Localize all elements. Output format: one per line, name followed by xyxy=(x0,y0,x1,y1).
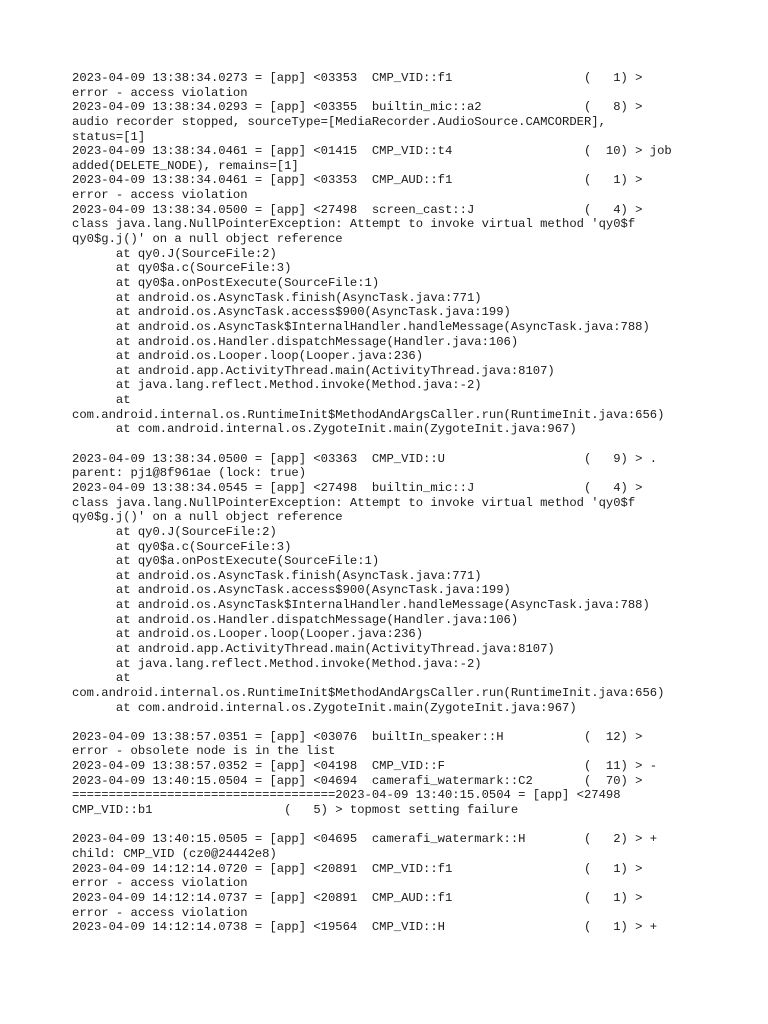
log-line: parent: pj1@8f961ae (lock: true) xyxy=(72,466,307,481)
log-line: error - obsolete node is in the list xyxy=(72,744,336,759)
log-line xyxy=(72,715,762,730)
log-line: 2023-04-09 13:38:34.0500 = [app] <27498 screen_cast::J ( 4) > xyxy=(72,202,643,217)
log-line: 2023-04-09 13:38:34.0293 = [app] <03355 builtin_mic::a2 ( 8) > xyxy=(72,100,643,115)
log-text-block xyxy=(72,71,762,935)
log-line: 2023-04-09 13:40:15.0505 = [app] <04695 camerafi_watermark::H ( 2) > + xyxy=(72,832,658,847)
log-line: ====================================2023-04-09 13:40:15.0504 = [app] <27498 xyxy=(72,788,621,803)
log-line xyxy=(72,818,762,833)
log-line: child: CMP_VID (cz0@24442e8) xyxy=(72,846,277,861)
log-line: at android.app.ActivityThread.main(ActivityThread.java:8107) xyxy=(72,641,555,656)
log-line: at android.app.ActivityThread.main(ActivityThread.java:8107) xyxy=(72,363,555,378)
log-line: 2023-04-09 13:38:34.0500 = [app] <03363 CMP_VID::U ( 9) > . xyxy=(72,451,658,466)
log-line: at qy0$a.c(SourceFile:3) xyxy=(72,261,292,276)
log-line: at android.os.AsyncTask$InternalHandler.handleMessage(AsyncTask.java:788) xyxy=(72,319,650,334)
log-line: at android.os.AsyncTask.finish(AsyncTask.java:771) xyxy=(72,290,482,305)
log-line: at qy0$a.onPostExecute(SourceFile:1) xyxy=(72,554,380,569)
log-line: 2023-04-09 13:40:15.0504 = [app] <04694 camerafi_watermark::C2 ( 70) > xyxy=(72,773,643,788)
log-line: status=[1] xyxy=(72,129,146,144)
log-line: 2023-04-09 14:12:14.0720 = [app] <20891 CMP_VID::f1 ( 1) > xyxy=(72,861,643,876)
log-line: at com.android.internal.os.ZygoteInit.main(ZygoteInit.java:967) xyxy=(72,422,577,437)
log-line: error - access violation xyxy=(72,876,248,891)
log-line xyxy=(72,437,762,452)
log-line: 2023-04-09 14:12:14.0738 = [app] <19564 CMP_VID::H ( 1) > + xyxy=(72,920,658,935)
log-line: at android.os.AsyncTask.finish(AsyncTask.java:771) xyxy=(72,568,482,583)
log-line: class java.lang.NullPointerException: Attempt to invoke virtual method 'qy0$f xyxy=(72,495,636,510)
log-line: at android.os.AsyncTask.access$900(AsyncTask.java:199) xyxy=(72,583,511,598)
log-line: at android.os.Handler.dispatchMessage(Handler.java:106) xyxy=(72,334,519,349)
log-line: 2023-04-09 13:38:57.0351 = [app] <03076 builtIn_speaker::H ( 12) > xyxy=(72,729,643,744)
log-line: error - access violation xyxy=(72,188,248,203)
log-line: at android.os.Handler.dispatchMessage(Handler.java:106) xyxy=(72,612,519,627)
log-line: 2023-04-09 13:38:34.0461 = [app] <03353 CMP_AUD::f1 ( 1) > xyxy=(72,173,643,188)
log-line: com.android.internal.os.RuntimeInit$MethodAndArgsCaller.run(RuntimeInit.java:656) xyxy=(72,685,665,700)
log-line: audio recorder stopped, sourceType=[MediaRecorder.AudioSource.CAMCORDER], xyxy=(72,114,606,129)
log-line: qy0$g.j()' on a null object reference xyxy=(72,232,343,247)
log-line: at java.lang.reflect.Method.invoke(Method.java:-2) xyxy=(72,656,482,671)
log-line: 2023-04-09 13:38:57.0352 = [app] <04198 CMP_VID::F ( 11) > - xyxy=(72,759,658,774)
log-line: 2023-04-09 13:38:34.0273 = [app] <03353 CMP_VID::f1 ( 1) > xyxy=(72,71,643,85)
log-line: at qy0$a.c(SourceFile:3) xyxy=(72,539,292,554)
log-line: at android.os.AsyncTask.access$900(AsyncTask.java:199) xyxy=(72,305,511,320)
log-line: at xyxy=(72,393,131,408)
log-line: qy0$g.j()' on a null object reference xyxy=(72,510,343,525)
log-line: at android.os.Looper.loop(Looper.java:236) xyxy=(72,627,424,642)
log-line: error - access violation xyxy=(72,905,248,920)
log-line: 2023-04-09 13:38:34.0461 = [app] <01415 CMP_VID::t4 ( 10) > job xyxy=(72,144,672,159)
log-line: at qy0$a.onPostExecute(SourceFile:1) xyxy=(72,275,380,290)
log-line: CMP_VID::b1 ( 5) > topmost setting failure xyxy=(72,803,519,818)
log-line: at xyxy=(72,671,131,686)
log-line: added(DELETE_NODE), remains=[1] xyxy=(72,158,299,173)
log-line: 2023-04-09 13:38:34.0545 = [app] <27498 builtin_mic::J ( 4) > xyxy=(72,480,643,495)
log-line: class java.lang.NullPointerException: Attempt to invoke virtual method 'qy0$f xyxy=(72,217,636,232)
log-line: com.android.internal.os.RuntimeInit$MethodAndArgsCaller.run(RuntimeInit.java:656) xyxy=(72,407,665,422)
log-line: 2023-04-09 14:12:14.0737 = [app] <20891 CMP_AUD::f1 ( 1) > xyxy=(72,890,643,905)
log-line: at android.os.Looper.loop(Looper.java:236) xyxy=(72,349,424,364)
log-line: at android.os.AsyncTask$InternalHandler.handleMessage(AsyncTask.java:788) xyxy=(72,598,650,613)
log-line: at java.lang.reflect.Method.invoke(Method.java:-2) xyxy=(72,378,482,393)
log-line: error - access violation xyxy=(72,85,248,100)
log-line: at com.android.internal.os.ZygoteInit.main(ZygoteInit.java:967) xyxy=(72,700,577,715)
log-line: at qy0.J(SourceFile:2) xyxy=(72,524,277,539)
log-line: at qy0.J(SourceFile:2) xyxy=(72,246,277,261)
